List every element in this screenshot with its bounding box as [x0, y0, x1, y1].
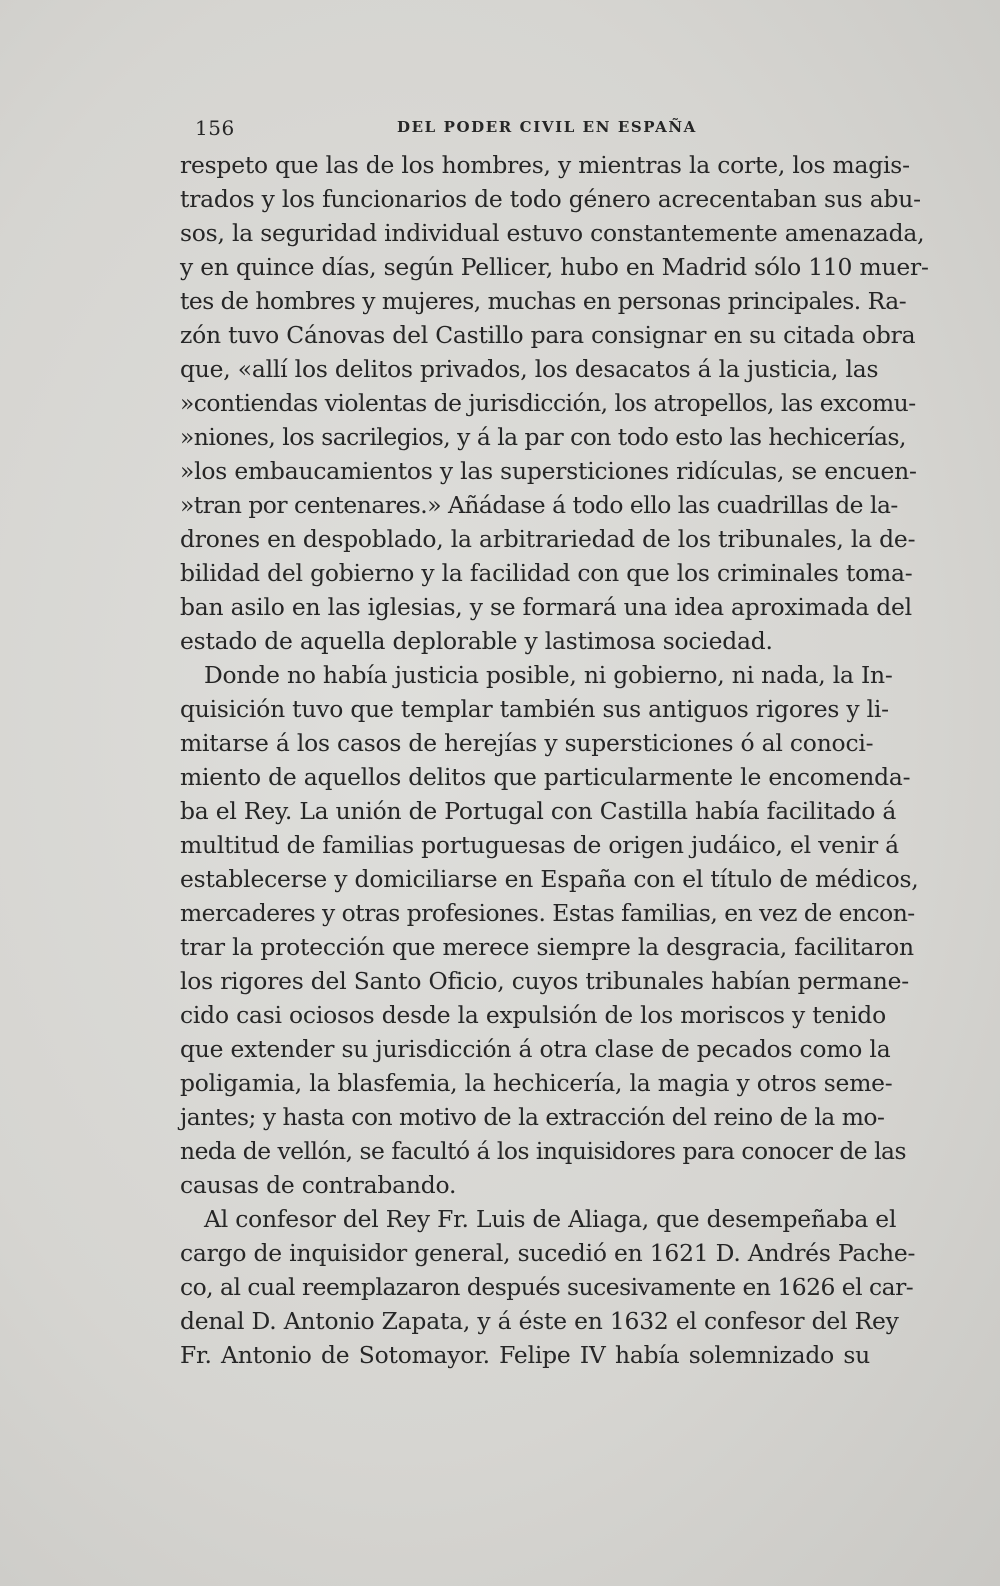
text-line: poligamia, la blasfemia, la hechicería, la magia y otros seme- [180, 1069, 893, 1097]
text-line: miento de aquellos delitos que particularmente le encomenda- [180, 763, 911, 791]
text-line: sos, la seguridad individual estuvo constantemente amenazada, [180, 219, 925, 247]
text-line: los rigores del Santo Oficio, cuyos tribunales habían permane- [180, 967, 909, 995]
text-line: quisición tuvo que templar también sus antiguos rigores y li- [180, 695, 889, 723]
running-head: DEL PODER CIVIL EN ESPAÑA [397, 118, 697, 136]
text-line: drones en despoblado, la arbitrariedad de los tribunales, la de- [180, 525, 916, 553]
text-line: trados y los funcionarios de todo género acrecentaban sus abu- [180, 185, 921, 213]
text-line: »contiendas violentas de jurisdicción, los atropellos, las excomu- [180, 389, 916, 417]
text-line: zón tuvo Cánovas del Castillo para consignar en su citada obra [180, 321, 916, 349]
text-line: multitud de familias portuguesas de origen judáico, el venir á [180, 831, 899, 859]
text-line: respeto que las de los hombres, y mientras la corte, los magis- [180, 151, 910, 179]
text-line: establecerse y domiciliarse en España con el título de médicos, [180, 865, 919, 893]
text-line: ban asilo en las iglesias, y se formará una idea aproximada del [180, 593, 912, 621]
text-line: »niones, los sacrilegios, y á la par con todo esto las hechicerías, [180, 423, 906, 451]
text-line: Donde no había justicia posible, ni gobierno, ni nada, la In- [204, 661, 893, 689]
text-line: Fr. Antonio de Sotomayor. Felipe IV había solemnizado su [180, 1341, 870, 1369]
text-line: tes de hombres y mujeres, muchas en personas principales. Ra- [180, 287, 907, 315]
body-text [180, 148, 929, 1372]
text-line: cido casi ociosos desde la expulsión de los moriscos y tenido [180, 1001, 886, 1029]
text-line: mercaderes y otras profesiones. Estas familias, en vez de encon- [180, 899, 915, 927]
text-line: trar la protección que merece siempre la desgracia, facilitaron [180, 933, 914, 961]
page-header [180, 116, 870, 144]
text-line: que extender su jurisdicción á otra clase de pecados como la [180, 1035, 891, 1063]
text-line: causas de contrabando. [180, 1171, 457, 1199]
text-line: bilidad del gobierno y la facilidad con que los criminales toma- [180, 559, 913, 587]
text-line: »tran por centenares.» Añádase á todo ello las cuadrillas de la- [180, 491, 898, 519]
text-line: mitarse á los casos de herejías y supersticiones ó al conoci- [180, 729, 874, 757]
text-line: Al confesor del Rey Fr. Luis de Aliaga, que desempeñaba el [204, 1205, 897, 1233]
text-line: que, «allí los delitos privados, los desacatos á la justicia, las [180, 355, 879, 383]
text-line: ba el Rey. La unión de Portugal con Castilla había facilitado á [180, 797, 897, 825]
text-line: jantes; y hasta con motivo de la extracción del reino de la mo- [180, 1103, 885, 1131]
text-line: denal D. Antonio Zapata, y á éste en 1632 el confesor del Rey [180, 1307, 899, 1335]
page-number: 156 [195, 116, 235, 140]
text-line: y en quince días, según Pellicer, hubo en Madrid sólo 110 muer- [180, 253, 929, 281]
text-line: cargo de inquisidor general, sucedió en 1621 D. Andrés Pache- [180, 1239, 916, 1267]
text-line: estado de aquella deplorable y lastimosa sociedad. [180, 627, 773, 655]
text-line: neda de vellón, se facultó á los inquisidores para conocer de las [180, 1137, 906, 1165]
text-line: co, al cual reemplazaron después sucesivamente en 1626 el car- [180, 1273, 914, 1301]
text-line: »los embaucamientos y las supersticiones ridículas, se encuen- [180, 457, 917, 485]
